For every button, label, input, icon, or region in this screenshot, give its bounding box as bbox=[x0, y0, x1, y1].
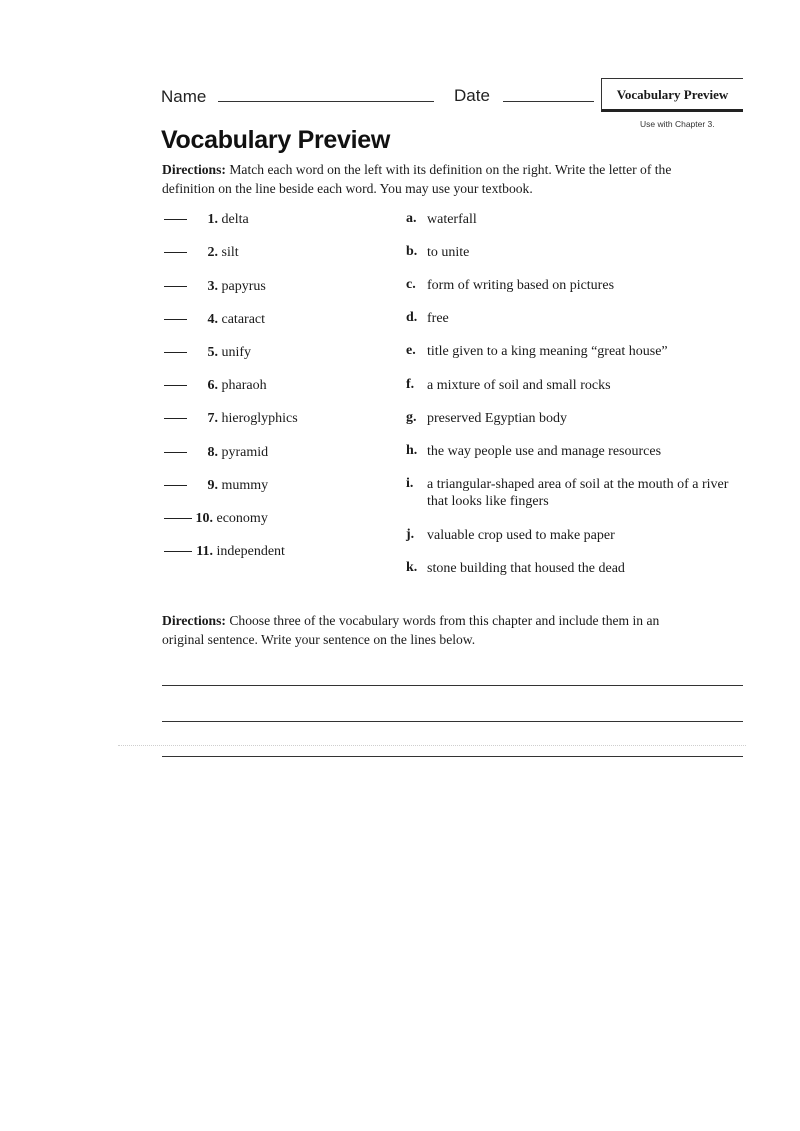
name-label: Name bbox=[161, 87, 207, 106]
page-title: Vocabulary Preview bbox=[161, 126, 390, 154]
answer-blank[interactable] bbox=[164, 485, 187, 486]
answer-blank[interactable] bbox=[164, 319, 187, 320]
list-item: 5. unify bbox=[164, 345, 251, 361]
list-item: k. stone building that housed the dead bbox=[406, 560, 625, 576]
directions-match bbox=[162, 161, 682, 198]
list-item: c. form of writing based on pictures bbox=[406, 277, 615, 293]
list-item: 10. economy bbox=[164, 511, 268, 527]
list-item: j. valuable crop used to make paper bbox=[406, 527, 615, 543]
writing-line[interactable] bbox=[162, 756, 743, 757]
list-item: 8. pyramid bbox=[164, 445, 268, 461]
answer-blank[interactable] bbox=[164, 452, 187, 453]
section-tag-title: Vocabulary Preview bbox=[616, 87, 729, 102]
answer-blank[interactable] bbox=[164, 551, 192, 552]
answer-blank[interactable] bbox=[164, 252, 187, 253]
date-line[interactable] bbox=[503, 101, 594, 102]
list-item: g. preserved Egyptian body bbox=[406, 410, 567, 426]
answer-blank[interactable] bbox=[164, 219, 187, 220]
list-item: 4. cataract bbox=[164, 312, 265, 328]
answer-blank[interactable] bbox=[164, 286, 187, 287]
directions-match-text: Match each word on the left with its definition on the right. Write the letter of the definition on the line beside each word. You may use your textbook. bbox=[162, 162, 672, 196]
list-item: 2. silt bbox=[164, 245, 239, 261]
list-item: 1. delta bbox=[164, 212, 249, 228]
list-item: 11. independent bbox=[164, 544, 285, 560]
list-item: 6. pharaoh bbox=[164, 378, 267, 394]
list-item: 7. hieroglyphics bbox=[164, 411, 298, 427]
list-item: b. to unite bbox=[406, 244, 470, 260]
answer-blank[interactable] bbox=[164, 418, 187, 419]
section-tag bbox=[601, 78, 743, 112]
answer-blank[interactable] bbox=[164, 518, 192, 519]
answer-blank[interactable] bbox=[164, 352, 187, 353]
list-item: h. the way people use and manage resources bbox=[406, 443, 662, 459]
date-label: Date bbox=[454, 86, 490, 105]
writing-line[interactable] bbox=[162, 685, 743, 686]
list-item: f. a mixture of soil and small rocks bbox=[406, 377, 611, 393]
list-item: d. free bbox=[406, 310, 449, 326]
directions-sentence-text: Choose three of the vocabulary words from this chapter and include them in an original sentence. Write your sentence on the lines below. bbox=[162, 613, 660, 647]
list-item: a. waterfall bbox=[406, 211, 477, 227]
chapter-note: Use with Chapter 3. bbox=[640, 119, 715, 129]
directions-sentence-label: Directions: bbox=[162, 613, 226, 628]
answer-blank[interactable] bbox=[164, 385, 187, 386]
directions-match-label: Directions: bbox=[162, 162, 226, 177]
name-line[interactable] bbox=[218, 101, 434, 102]
list-item: 9. mummy bbox=[164, 478, 268, 494]
list-item: i. a triangular-shaped area of soil at the mouth of a river that looks like fingers bbox=[406, 476, 729, 509]
directions-sentence bbox=[162, 612, 682, 649]
list-item: 3. papyrus bbox=[164, 279, 266, 295]
writing-line[interactable] bbox=[162, 721, 743, 722]
scan-artifact-line bbox=[118, 745, 746, 746]
list-item: e. title given to a king meaning “great house” bbox=[406, 343, 668, 359]
